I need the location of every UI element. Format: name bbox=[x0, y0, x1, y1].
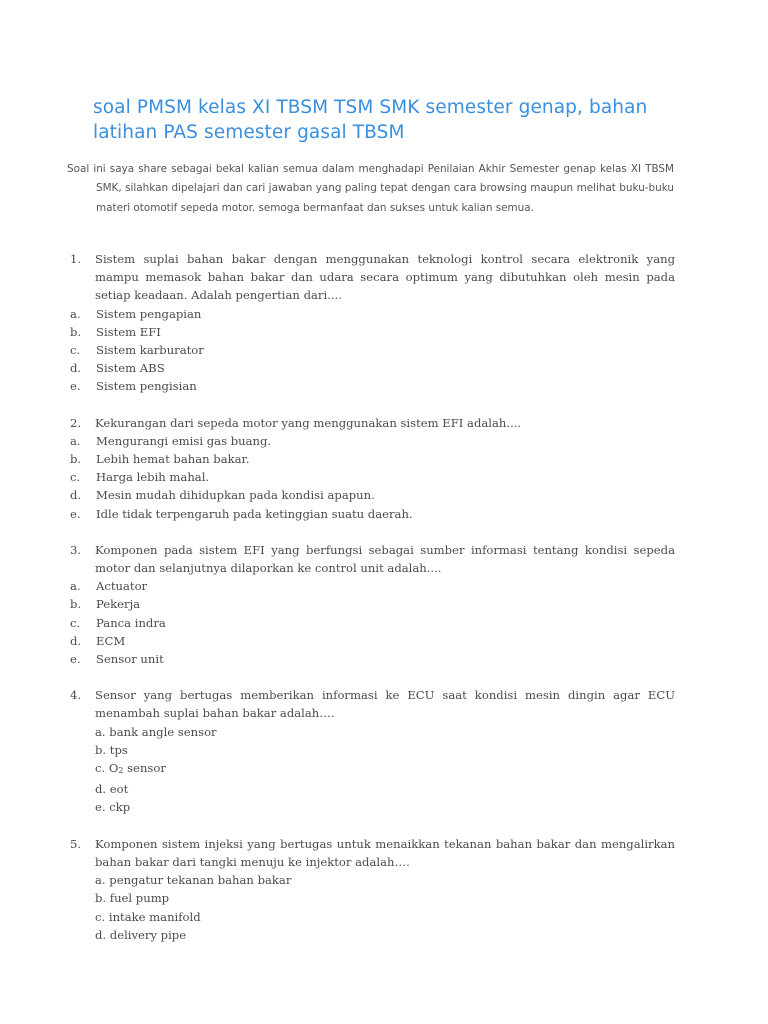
question-stem bbox=[70, 541, 675, 577]
option-item: b. tps bbox=[95, 742, 128, 757]
question-stem bbox=[70, 414, 675, 432]
option-item bbox=[70, 305, 675, 323]
question-text: Komponen sistem injeksi yang bertugas untuk menaikkan tekanan bahan bakar dan mengalirkan bahan bakar dari tangki menuju ke injektor adalah…. bbox=[95, 836, 675, 869]
question-item bbox=[70, 250, 675, 396]
option-text: Actuator bbox=[96, 579, 148, 594]
option-item: e. ckp bbox=[95, 800, 131, 815]
question-item bbox=[70, 541, 675, 668]
question-stem bbox=[70, 835, 675, 871]
question-item bbox=[70, 835, 675, 944]
option-letter: c. bbox=[70, 470, 81, 485]
option-item bbox=[70, 468, 675, 486]
option-text: Sistem karburator bbox=[96, 343, 204, 358]
question-list bbox=[70, 250, 675, 962]
option-item: d. delivery pipe bbox=[95, 927, 187, 942]
option-text: c. O bbox=[95, 761, 119, 776]
option-letter: b. bbox=[70, 597, 82, 612]
option-item bbox=[70, 577, 675, 595]
option-letter: e. bbox=[70, 506, 81, 521]
option-item bbox=[95, 759, 675, 780]
question-stem bbox=[70, 686, 675, 722]
option-text-suffix: sensor bbox=[123, 761, 166, 776]
option-item bbox=[70, 486, 675, 504]
option-list bbox=[70, 305, 675, 396]
option-list bbox=[70, 577, 675, 668]
option-letter: e. bbox=[70, 652, 81, 667]
question-text: Kekurangan dari sepeda motor yang menggunakan sistem EFI adalah.... bbox=[95, 415, 522, 430]
option-item: d. eot bbox=[95, 782, 129, 797]
option-text: Sistem pengapian bbox=[96, 306, 202, 321]
page-title: soal PMSM kelas XI TBSM TSM SMK semester genap, bahan latihan PAS semester gasal TBSM bbox=[93, 97, 648, 143]
option-item bbox=[70, 632, 675, 650]
option-item bbox=[70, 450, 675, 468]
intro-paragraph: Soal ini saya share sebagai bekal kalian semua dalam menghadapi Penilaian Akhir Semester genap kelas XI TBSM SMK, silahkan dipelajari dan cari jawaban yang paling tepat dengan cara browsing maupun melihat buku-buku materi otomotif sepeda motor. semoga bermanfaat dan sukses untuk kalian semua. bbox=[67, 163, 674, 214]
option-list bbox=[70, 871, 675, 944]
option-item bbox=[70, 432, 675, 450]
question-stem bbox=[70, 250, 675, 305]
option-item bbox=[70, 323, 675, 341]
option-text: Sensor unit bbox=[96, 652, 164, 667]
option-letter: b. bbox=[70, 324, 82, 339]
question-number: 2. bbox=[70, 415, 82, 430]
question-number: 1. bbox=[70, 252, 82, 266]
option-list bbox=[70, 723, 675, 817]
option-text: Mengurangi emisi gas buang. bbox=[96, 433, 272, 448]
question-number: 5. bbox=[70, 836, 82, 851]
option-item bbox=[70, 341, 675, 359]
question-number: 4. bbox=[70, 688, 82, 703]
option-letter: e. bbox=[70, 379, 81, 394]
option-letter: a. bbox=[70, 306, 81, 321]
option-text: Harga lebih mahal. bbox=[96, 470, 210, 485]
option-text: ECM bbox=[96, 633, 126, 648]
option-letter: c. bbox=[70, 343, 81, 358]
option-text: Lebih hemat bahan bakar. bbox=[96, 452, 250, 467]
option-item: a. pengatur tekanan bahan bakar bbox=[95, 873, 292, 888]
question-item bbox=[70, 414, 675, 523]
option-item: c. intake manifold bbox=[95, 909, 201, 924]
question-text: Sensor yang bertugas memberikan informasi ke ECU saat kondisi mesin dingin agar ECU menambah suplai bahan bakar adalah…. bbox=[95, 688, 675, 721]
option-item bbox=[70, 595, 675, 613]
option-text: Sistem ABS bbox=[96, 361, 165, 376]
option-item bbox=[70, 359, 675, 377]
option-text: Pekerja bbox=[96, 597, 141, 612]
option-letter: d. bbox=[70, 361, 82, 376]
option-letter: c. bbox=[70, 615, 81, 630]
option-item: b. fuel pump bbox=[95, 891, 170, 906]
option-letter: d. bbox=[70, 633, 82, 648]
option-letter: a. bbox=[70, 579, 81, 594]
option-item bbox=[70, 505, 675, 523]
option-item bbox=[70, 377, 675, 395]
question-text: Komponen pada sistem EFI yang berfungsi sebagai sumber informasi tentang kondisi sepeda motor dan selanjutnya dilaporkan ke control unit adalah.... bbox=[95, 542, 675, 576]
option-text: Mesin mudah dihidupkan pada kondisi apapun. bbox=[96, 488, 375, 503]
question-item bbox=[70, 686, 675, 816]
question-text: Sistem suplai bahan bakar dengan menggunakan teknologi kontrol secara elektronik yang mampu memasok bahan bakar dan udara secara optimum yang dibutuhkan oleh mesin pada setiap keadaan. Adalah pengertian dari.... bbox=[95, 252, 675, 303]
option-letter: a. bbox=[70, 433, 81, 448]
option-letter: b. bbox=[70, 452, 82, 467]
subscript: 2 bbox=[118, 766, 124, 776]
option-item: a. bank angle sensor bbox=[95, 724, 217, 739]
option-text: Idle tidak terpengaruh pada ketinggian suatu daerah. bbox=[96, 506, 413, 521]
option-text: Sistem EFI bbox=[96, 324, 161, 339]
option-item bbox=[70, 614, 675, 632]
option-text: Panca indra bbox=[96, 615, 166, 630]
question-number: 3. bbox=[70, 542, 82, 557]
option-item bbox=[70, 650, 675, 668]
option-list bbox=[70, 432, 675, 523]
option-text: Sistem pengisian bbox=[96, 379, 197, 394]
option-letter: d. bbox=[70, 488, 82, 503]
